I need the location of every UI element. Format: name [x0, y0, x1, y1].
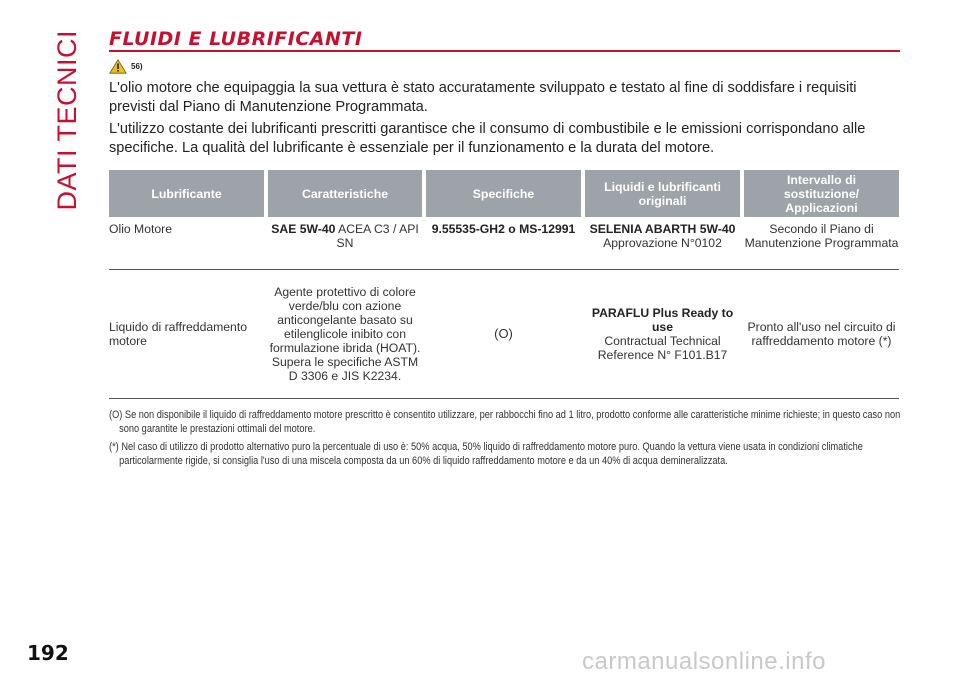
site-watermark: carmanualsonline.info: [582, 648, 826, 675]
cell-original-fluid-ref: Contractual Technical Reference N° F101.B17: [597, 334, 728, 362]
cell-lubricant: Olio Motore: [109, 222, 172, 236]
table-header: [109, 170, 899, 217]
table-row: [109, 217, 899, 270]
cell-original-fluid-ref: Approvazione N°0102: [603, 236, 722, 250]
footnotes: [109, 408, 899, 472]
section-side-tab-label: DATI TECNICI: [51, 30, 82, 211]
page-number: 192: [27, 641, 69, 665]
cell-interval: Pronto all'uso nel circuito di raffreddamento motore (*): [747, 320, 896, 348]
cell-original-fluid-name: SELENIA ABARTH 5W-40: [589, 222, 736, 236]
cell-specifications: (O): [494, 326, 513, 341]
cell-characteristics: [268, 217, 422, 269]
intro-paragraph-2: L'utilizzo costante dei lubrificanti prescritti garantisce che il consumo di combustibile e le emissioni corrispondano alle specifiche. La qualità del lubrificante è essenziale per il funzionamento e la durata del motore.: [109, 121, 866, 156]
cell-characteristics-bold: SAE 5W-40: [271, 222, 336, 236]
title-divider: [109, 50, 900, 52]
section-side-tab: [51, 30, 82, 211]
table-row: [109, 270, 899, 399]
cell-lubricant: Liquido di raffreddamento motore: [109, 320, 247, 348]
cell-characteristics-text: ACEA C3 / API SN: [335, 222, 419, 250]
cell-original-fluid-name: PARAFLU Plus Ready to use: [591, 306, 734, 334]
footnote-asterisk: (*) Nel caso di utilizzo di prodotto alternativo puro la percentuale di uso è: 50% acqua, 50% liquido di raffreddamento motore puro. Quando la vettura viene usata in condizioni climatiche particolarmente rigide, si consiglia l'uso di una miscela composta da un 60% di liquido raffreddamento motore e da un 40% di acqua demineralizzata.: [109, 441, 863, 467]
cell-original-fluid: [585, 270, 740, 398]
warning-triangle-icon: [109, 59, 127, 74]
warning-ref-number: 56): [131, 62, 143, 71]
page-title: FLUIDI E LUBRIFICANTI: [109, 28, 363, 50]
header-specifications: Specifiche: [426, 170, 581, 217]
header-original-fluids: Liquidi e lubrificanti originali: [585, 170, 740, 217]
cell-original-fluid: [585, 217, 740, 269]
cell-specifications: 9.55535-GH2 o MS-12991: [431, 222, 576, 236]
header-characteristics: Caratteristiche: [268, 170, 422, 217]
cell-interval: Secondo il Piano di Manutenzione Programmata: [744, 222, 899, 250]
cell-characteristics-text: Agente protettivo di colore verde/blu con azione anticongelante basato su etilenglicole inibito con formulazione ibrida (HOAT). Supera le specifiche ASTM D 3306 e JIS K2234.: [269, 285, 421, 383]
footnote-o: (O) Se non disponibile il liquido di raffreddamento motore prescritto è consentito utilizzare, per rabbocchi fino ad 1 litro, prodotto conforme alle caratteristiche minime richieste; in questo caso non sono garantite le prestazioni ottimali del motore.: [109, 409, 901, 435]
intro-paragraph-1: L'olio motore che equipaggia la sua vettura è stato accuratamente sviluppato e testato al fine di soddisfare i requisiti previsti dal Piano di Manutenzione Programmata.: [109, 80, 857, 115]
lubricants-table: [109, 170, 899, 399]
cell-characteristics: [268, 270, 422, 398]
header-lubricant: Lubrificante: [109, 170, 264, 217]
header-interval: Intervallo di sostituzione/ Applicazioni: [744, 170, 899, 217]
warning-reference: [109, 59, 143, 74]
